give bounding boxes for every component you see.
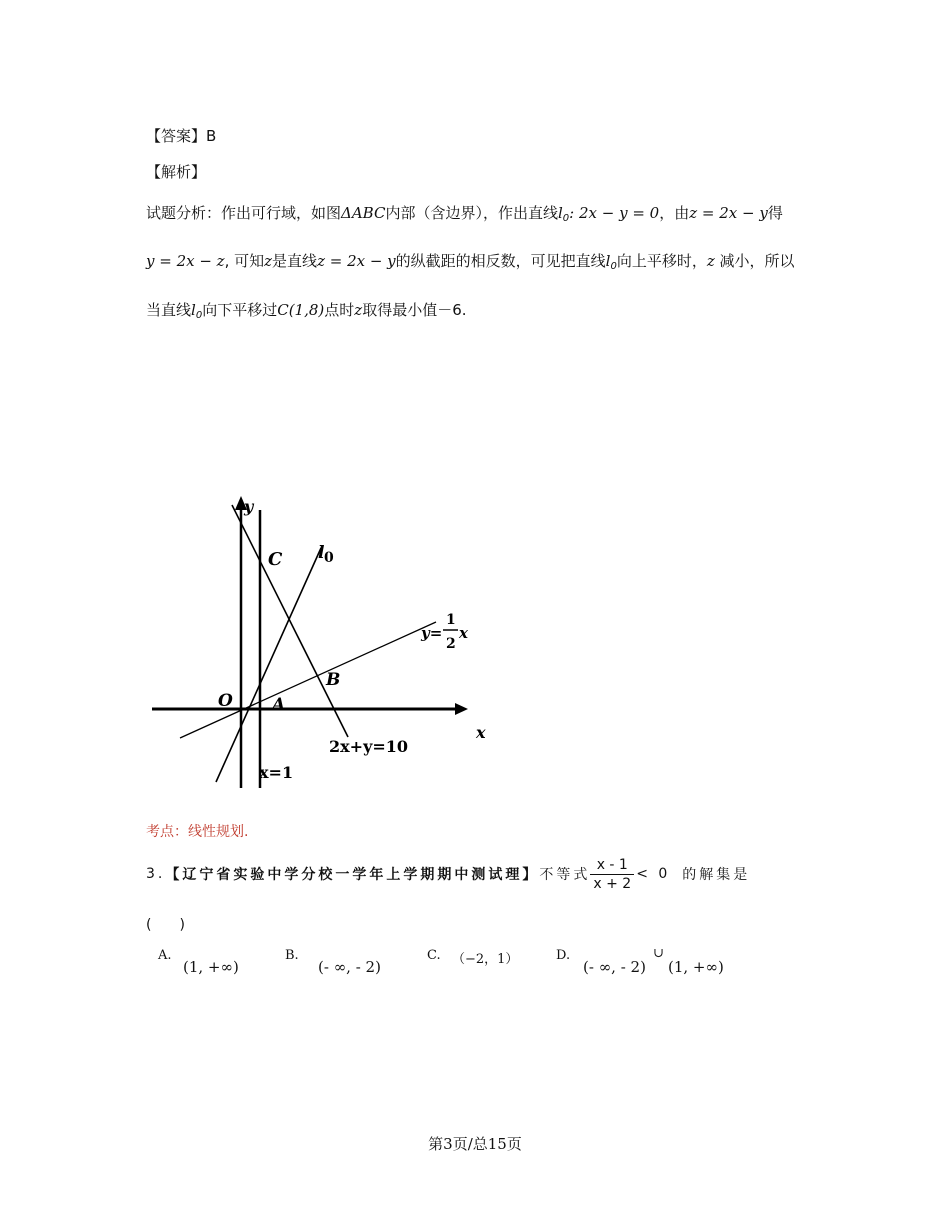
x-axis-label: x	[476, 723, 486, 742]
answer-value: B	[206, 127, 217, 145]
line3-text-d: 取得最小值－6.	[362, 301, 467, 319]
z-symbol: z	[354, 301, 363, 319]
option-a-label: A.	[158, 948, 172, 963]
inequality-fraction	[590, 856, 634, 893]
equation-y: y = 2x − z	[146, 252, 225, 270]
line1-text-c: ，由	[659, 204, 690, 222]
l0-subscript: 0	[195, 310, 203, 321]
analysis-label: 【解析】	[146, 163, 207, 181]
point-c-label: C	[268, 549, 283, 570]
x-axis-arrow-icon	[455, 703, 468, 715]
option-d-label: D.	[556, 948, 571, 963]
equation-l0: : 2x − y = 0	[569, 204, 660, 222]
point-b-label: B	[326, 670, 341, 690]
footer-text-b: 页/总	[452, 1135, 488, 1153]
footer-text-c: 页	[506, 1135, 522, 1153]
half-line-numerator: 1	[446, 612, 456, 628]
footer-total-pages: 15	[487, 1135, 507, 1153]
kaodian-note: 考点：线性规划.	[146, 824, 249, 840]
line2-text-b: 是直线	[272, 252, 318, 270]
question-text-a: 不等式	[539, 867, 591, 883]
option-c-value: （−2，1）	[452, 952, 519, 967]
l0-symbol: l	[605, 252, 611, 270]
point-c: C(1,8)	[277, 301, 325, 319]
line3-text-a: 当直线	[146, 301, 192, 319]
half-line-x-label: x	[459, 624, 468, 642]
l0-label-subscript: 0	[324, 550, 334, 566]
line-2x-plus-y-label: 2x+y=10	[329, 737, 409, 756]
line-2x-plus-y-10	[232, 505, 348, 737]
half-line-denominator: 2	[446, 636, 456, 652]
line-x1-label: x=1	[259, 763, 294, 782]
line3-text-b: 向下平移过	[202, 301, 278, 319]
line2-text-d: 向上平移时，	[616, 252, 707, 270]
question-3-line	[146, 852, 750, 896]
l0-symbol: l	[191, 301, 196, 319]
answer-paren: ( )	[146, 917, 185, 933]
option-d-value: (- ∞, - 2)	[583, 958, 646, 976]
answer-label: 【答案】	[146, 127, 207, 145]
z-symbol: z	[706, 252, 715, 270]
l0-subscript: 0	[610, 261, 617, 272]
line2-text-c: 的纵截距的相反数，可见把直线	[395, 252, 606, 270]
footer-text-a: 第	[428, 1135, 444, 1153]
inequality-relation: < 0	[636, 866, 671, 882]
line3-text-c: 点时	[324, 301, 355, 319]
y-axis-label: y	[244, 497, 254, 516]
point-a-label: A	[272, 695, 286, 715]
question-number: 3.	[146, 866, 166, 882]
option-a-value: (1, +∞)	[183, 958, 239, 976]
option-b-label: B.	[285, 948, 299, 963]
fraction-numerator: x - 1	[590, 856, 634, 875]
question-source: 【辽宁省实验中学分校一学年上学期期中测试理】	[165, 867, 540, 883]
page-footer	[0, 1133, 950, 1154]
option-d-union: ∪	[653, 946, 664, 961]
line2-text-a: , 可知	[224, 252, 265, 270]
l0-label: l	[318, 543, 325, 563]
equation-z-2: z = 2x − y	[317, 252, 396, 270]
l0-subscript: 0	[562, 213, 570, 224]
l0-symbol: l	[557, 204, 563, 222]
line2-text-e: 减小，所以	[714, 252, 795, 270]
line-y-half-x	[180, 622, 436, 738]
question-text-b: 的解集是	[682, 867, 751, 883]
half-line-y-label: y=	[421, 624, 443, 642]
line1-text-d: 得	[767, 204, 783, 222]
option-d-value-2: (1, +∞)	[668, 958, 724, 976]
triangle-abc: ΔABC	[341, 204, 386, 222]
line-l0	[216, 548, 321, 782]
line1-text-a: 试题分析：作出可行域，如图	[146, 204, 342, 222]
equation-z: z = 2x − y	[689, 204, 768, 222]
footer-page-number: 3	[443, 1135, 453, 1153]
origin-label: O	[218, 691, 233, 711]
option-b-value: (- ∞, - 2)	[318, 958, 381, 976]
line1-text-b: 内部（含边界），作出直线	[385, 204, 558, 222]
fraction-denominator: x + 2	[593, 875, 632, 892]
z-symbol: z	[264, 252, 273, 270]
option-c-label: C.	[427, 948, 441, 963]
